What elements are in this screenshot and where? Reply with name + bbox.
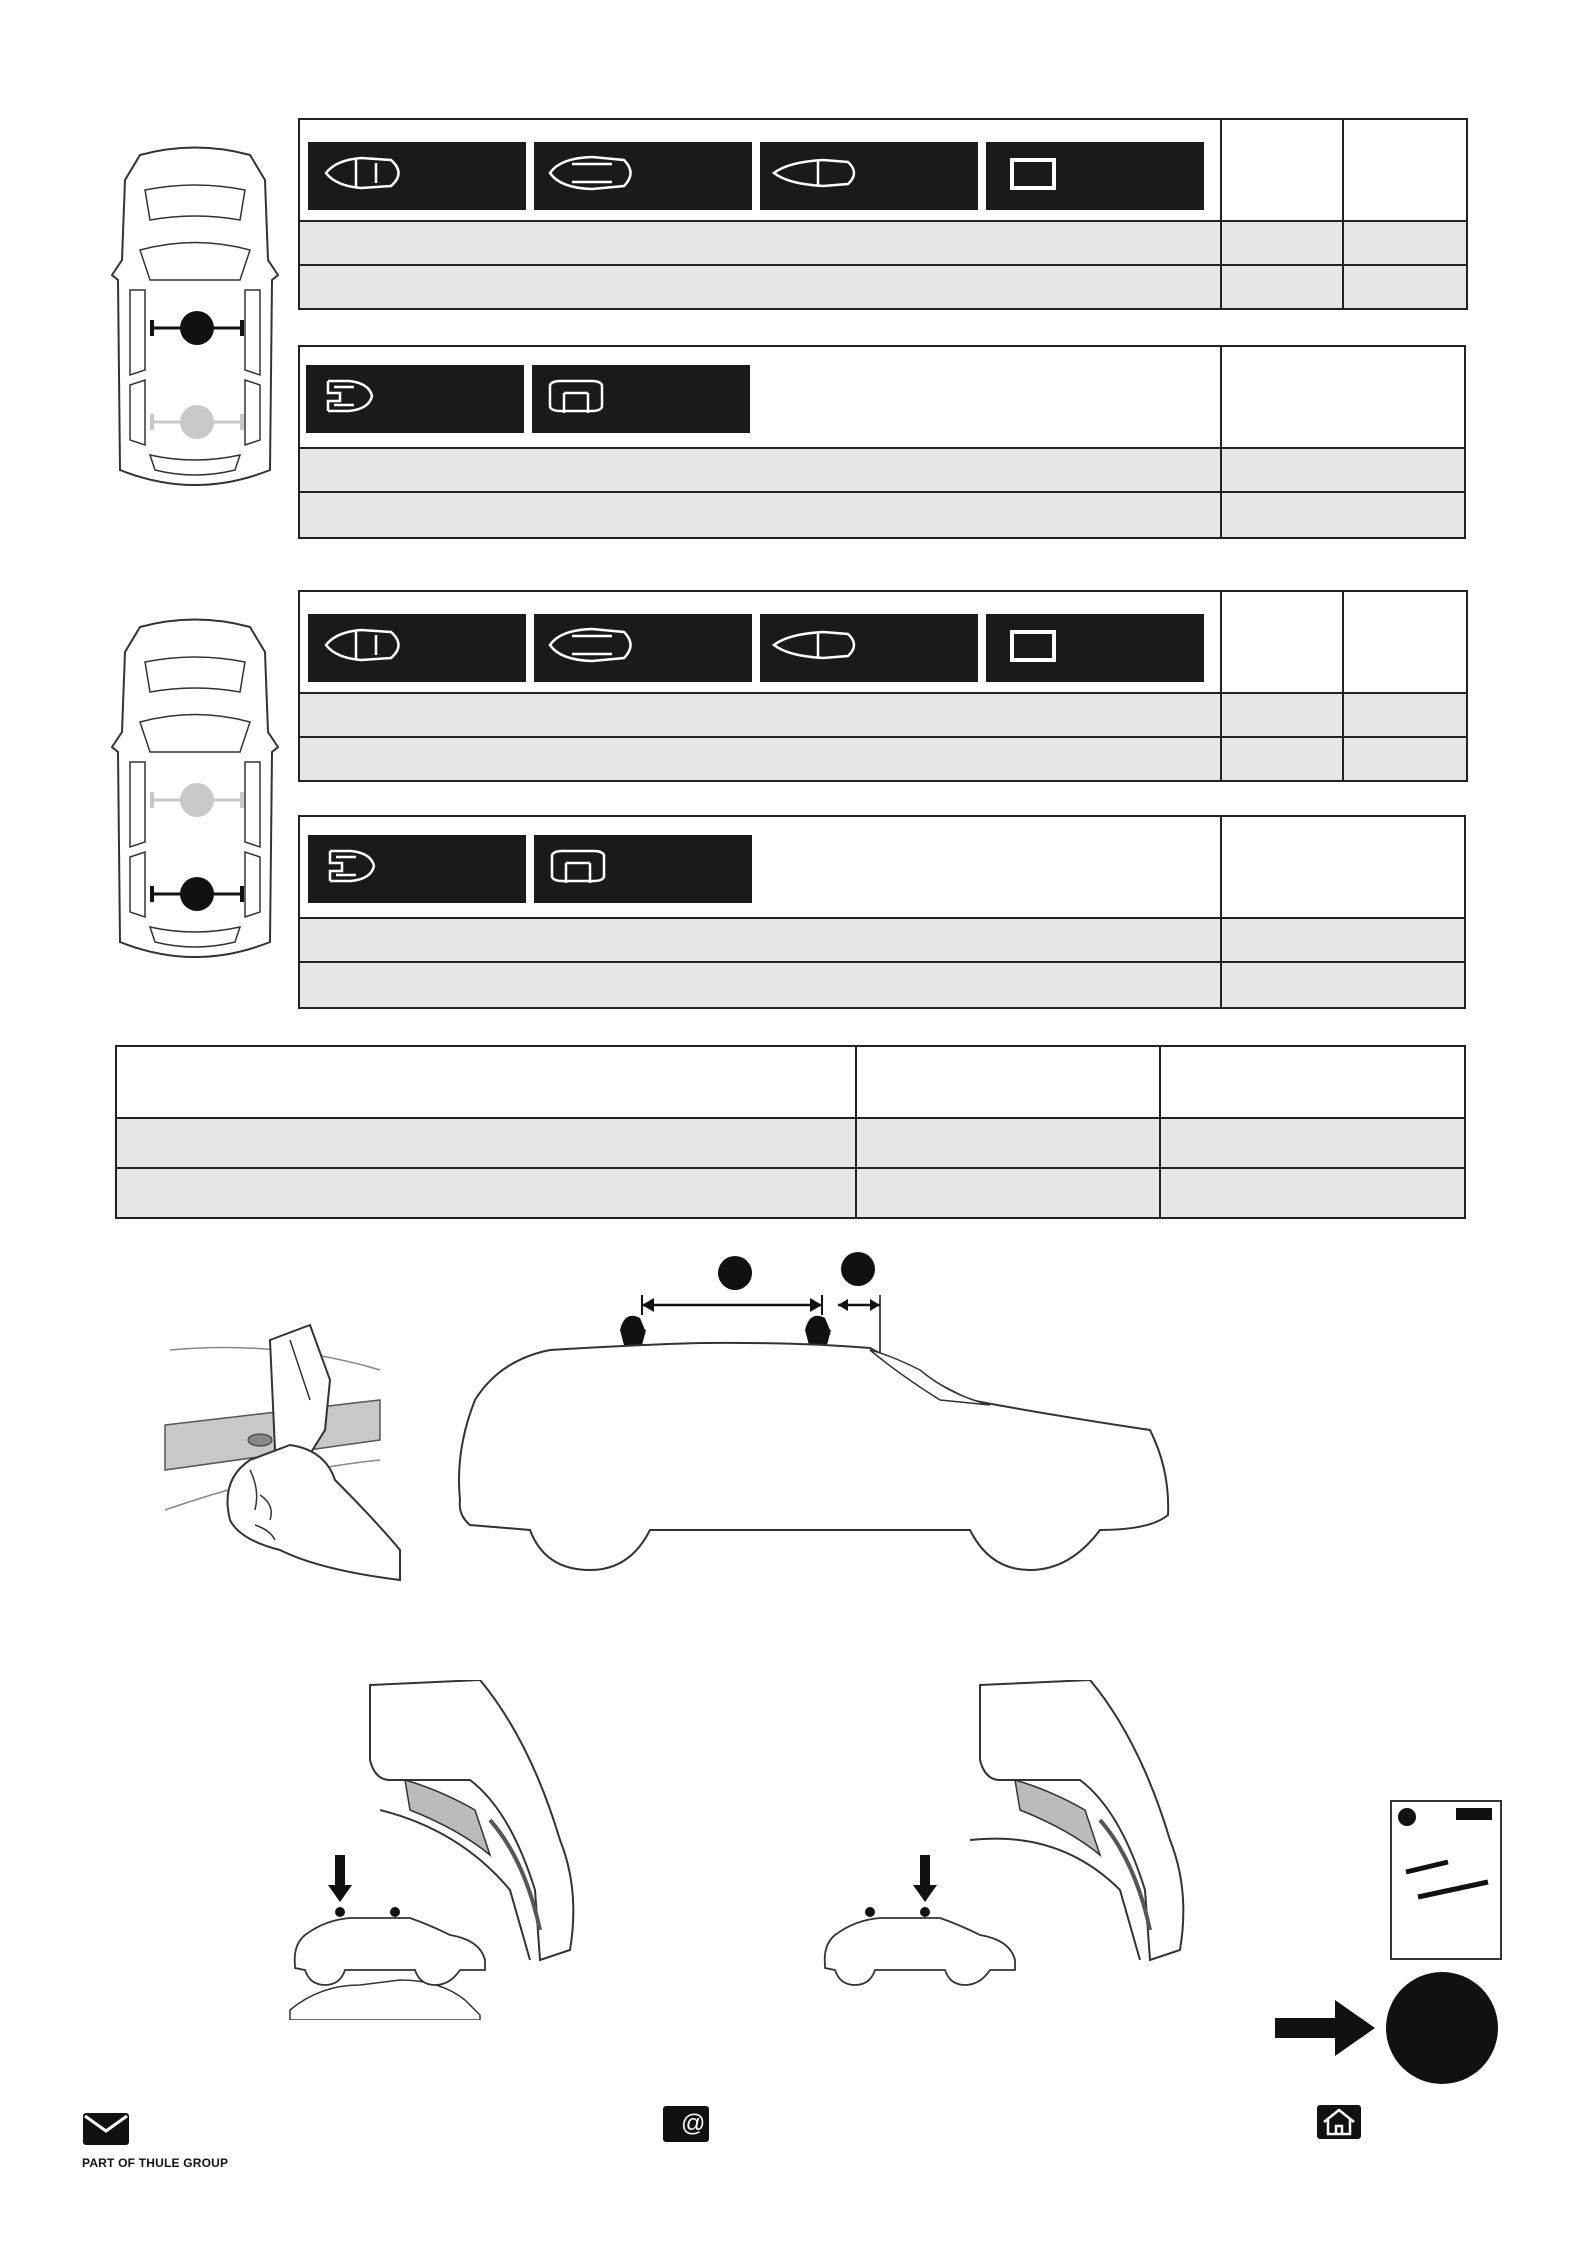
adapter-square-profile-icon (542, 841, 642, 891)
bar-profile-tile (308, 835, 526, 903)
card-marker-icon (1398, 1808, 1416, 1826)
bars-icon (1398, 1842, 1494, 1922)
bar-profile-tile (760, 142, 978, 210)
bar-profile-tile (986, 142, 1204, 210)
squarebar-profile-icon (994, 148, 1094, 198)
measurement-marker-a (718, 1256, 752, 1290)
bar-profile-tile (308, 614, 526, 682)
car-side-bar-positions (450, 1250, 1180, 1630)
adapter-profile-icon (314, 371, 414, 421)
bar-profile-tile (534, 142, 752, 210)
mini-car-rear-foot (820, 1850, 1020, 1990)
table-row (300, 736, 1466, 780)
bar-spec-table-2b (298, 815, 1466, 1009)
bar-spec-table-1a (298, 118, 1468, 310)
group-label: PART OF THULE GROUP (82, 2156, 229, 2170)
wingbar-profile-icon (316, 620, 416, 670)
table-row (300, 447, 1464, 491)
measurement-marker-b (841, 1252, 875, 1286)
slidebar-profile-icon (768, 620, 868, 670)
table-row (117, 1167, 1464, 1217)
bar-spec-table-1b (298, 345, 1466, 539)
product-reference-card (1390, 1800, 1502, 1960)
squarebar-profile-icon (994, 620, 1094, 670)
bar-profile-tile (308, 142, 526, 210)
bar-profile-tile (760, 614, 978, 682)
thule-logo (1456, 1808, 1492, 1820)
bar-spec-table-2a (298, 590, 1468, 782)
adapter-square-profile-icon (540, 371, 640, 421)
bar-profile-tile (534, 835, 752, 903)
bar-profile-tile (986, 614, 1204, 682)
wingbar-profile-icon (316, 148, 416, 198)
next-step-circle[interactable] (1386, 1972, 1498, 2084)
table-row (300, 917, 1464, 961)
slidebar-profile-icon (768, 148, 868, 198)
next-step-arrow-icon (1275, 2000, 1375, 2056)
door-opening-illustration (160, 1320, 410, 1600)
table-row (117, 1117, 1464, 1167)
bar-profile-tile (534, 614, 752, 682)
table-row (300, 961, 1464, 1007)
wingbar-edge-profile-icon (542, 148, 642, 198)
adapter-profile-icon (316, 841, 416, 891)
load-spec-table (115, 1045, 1466, 1219)
wingbar-edge-profile-icon (542, 620, 642, 670)
car-topview-rear-position (100, 612, 290, 982)
bar-profile-tile (532, 365, 750, 433)
home-icon[interactable] (1316, 2104, 1362, 2140)
car-topview-front-position (100, 140, 290, 510)
mini-car-front-foot (290, 1850, 490, 1990)
envelope-icon[interactable] (82, 2112, 130, 2146)
table-row (300, 264, 1466, 308)
table-row (300, 692, 1466, 736)
bar-profile-tile (306, 365, 524, 433)
at-sign-icon[interactable]: @ (663, 2106, 709, 2142)
table-row (300, 491, 1464, 537)
table-row (300, 220, 1466, 264)
